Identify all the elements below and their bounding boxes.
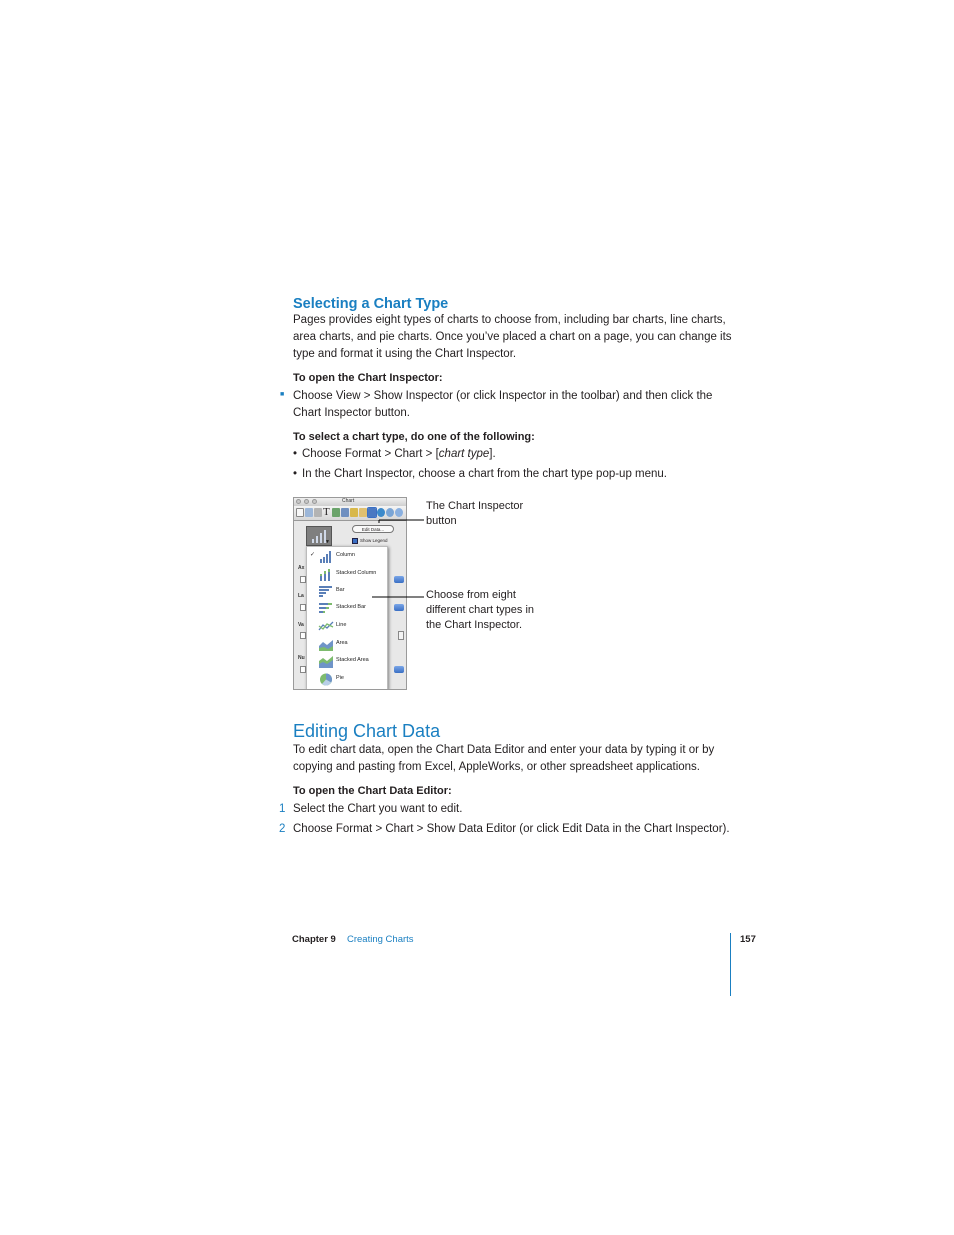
open-editor-heading: To open the Chart Data Editor: bbox=[293, 785, 452, 797]
minimize-window-icon[interactable] bbox=[304, 499, 309, 504]
menu-item-label: Bar bbox=[336, 587, 345, 593]
menu-item-label: Stacked Bar bbox=[336, 604, 366, 610]
menu-item-label: Pie bbox=[336, 675, 344, 681]
number-format-popup[interactable] bbox=[394, 666, 404, 673]
section-intro bbox=[293, 312, 733, 363]
ruler-inspector-icon[interactable] bbox=[350, 508, 358, 517]
metrics-inspector-icon[interactable] bbox=[341, 508, 349, 517]
labels-label: La bbox=[298, 593, 304, 599]
graphic-inspector-icon[interactable] bbox=[332, 508, 340, 517]
callout-inspector-button bbox=[426, 499, 523, 529]
footer-divider bbox=[730, 933, 731, 996]
values-label: Va bbox=[298, 622, 304, 628]
checkbox-icon bbox=[352, 538, 358, 544]
menu-item-label: Column bbox=[336, 552, 355, 558]
menu-item-label: Line bbox=[336, 622, 347, 628]
line-chart-icon bbox=[318, 620, 334, 633]
menu-item-stacked-area[interactable] bbox=[307, 653, 387, 670]
close-window-icon[interactable] bbox=[296, 499, 301, 504]
checkmark-icon: ✓ bbox=[310, 552, 316, 558]
menu-item-label: Area bbox=[336, 640, 348, 646]
values-stepper[interactable] bbox=[398, 631, 404, 640]
page-number: 157 bbox=[740, 934, 756, 945]
option-text: ]. bbox=[489, 448, 496, 460]
stacked-bar-chart-icon bbox=[318, 602, 334, 615]
callout-line: the Chart Inspector. bbox=[426, 619, 522, 631]
menu-item-label: Stacked Area bbox=[336, 657, 369, 663]
callout-line: Choose from eight bbox=[426, 589, 516, 601]
stacked-area-chart-icon bbox=[318, 655, 334, 668]
show-legend-label: Show Legend bbox=[360, 538, 388, 544]
option-text: Choose Format > Chart > [ bbox=[302, 448, 439, 460]
footer-chapter: Chapter 9 bbox=[292, 934, 336, 945]
callout-line: The Chart Inspector bbox=[426, 500, 524, 512]
option-italic: chart type bbox=[438, 448, 490, 460]
select-type-heading: To select a chart type, do one of the following: bbox=[293, 431, 535, 443]
axis-label: Ax bbox=[298, 565, 305, 571]
table-inspector-icon[interactable] bbox=[359, 508, 367, 517]
edit-data-button[interactable]: Edit Data... bbox=[352, 525, 394, 533]
callout-chart-types bbox=[426, 588, 534, 633]
menu-item-pie[interactable] bbox=[307, 671, 387, 688]
layout-inspector-icon[interactable] bbox=[305, 508, 313, 517]
step-number: 2 bbox=[279, 823, 286, 835]
callout-line: button bbox=[426, 515, 457, 527]
option-inspector-popup: In the Chart Inspector, choose a chart from the chart type pop-up menu. bbox=[302, 468, 668, 480]
bullet-line: Chart Inspector button. bbox=[293, 407, 410, 419]
menu-item-area[interactable] bbox=[307, 636, 387, 653]
option-dot: • bbox=[293, 448, 298, 460]
editing-heading: Editing Chart Data bbox=[293, 721, 441, 741]
footer-chapter-title: Creating Charts bbox=[347, 934, 414, 945]
intro-line: area charts, and pie charts. Once you’ve placed a chart on a page, you can change its bbox=[293, 331, 732, 343]
section-heading: Selecting a Chart Type bbox=[293, 296, 449, 312]
editing-intro bbox=[293, 742, 733, 776]
intro-line: Pages provides eight types of charts to choose from, including bar charts, line charts, bbox=[293, 314, 726, 326]
step-text: Select the Chart you want to edit. bbox=[293, 803, 463, 815]
menu-item-line[interactable] bbox=[307, 618, 387, 635]
column-chart-icon bbox=[318, 550, 334, 563]
bullet-square-icon: ■ bbox=[280, 391, 285, 398]
step-text: Choose Format > Chart > Show Data Editor (or click Edit Data in the Chart Inspector). bbox=[293, 823, 730, 835]
intro-line: copying and pasting from Excel, AppleWorks, or other spreadsheet applications. bbox=[293, 761, 700, 773]
inspector-title: Chart bbox=[342, 498, 355, 504]
bar-chart-icon bbox=[318, 585, 334, 598]
bullet-step bbox=[293, 388, 733, 422]
bullet-line: Choose View > Show Inspector (or click Inspector in the toolbar) and then click the bbox=[293, 390, 713, 402]
callout-line: different chart types in bbox=[426, 604, 535, 616]
chart-type-popup[interactable] bbox=[306, 526, 332, 546]
intro-line: To edit chart data, open the Chart Data Editor and enter your data by typing it or by bbox=[293, 744, 715, 756]
pie-chart-icon bbox=[318, 673, 334, 686]
popup-arrow-icon: ▼ bbox=[325, 539, 330, 545]
document-inspector-icon[interactable] bbox=[296, 508, 304, 517]
number-format-label: Nu bbox=[298, 655, 305, 661]
text-inspector-icon[interactable]: T bbox=[323, 506, 330, 518]
option-dot: • bbox=[293, 468, 298, 480]
callout-leader-lines bbox=[370, 500, 430, 610]
zoom-window-icon[interactable] bbox=[312, 499, 317, 504]
step-number: 1 bbox=[279, 803, 286, 815]
intro-line: type and format it using the Chart Inspector. bbox=[293, 348, 517, 360]
wrap-inspector-icon[interactable] bbox=[314, 508, 322, 517]
open-inspector-heading: To open the Chart Inspector: bbox=[293, 372, 443, 384]
option-format-menu bbox=[302, 446, 496, 463]
menu-item-label: Stacked Column bbox=[336, 570, 377, 576]
stacked-column-chart-icon bbox=[318, 568, 334, 581]
area-chart-icon bbox=[318, 638, 334, 651]
